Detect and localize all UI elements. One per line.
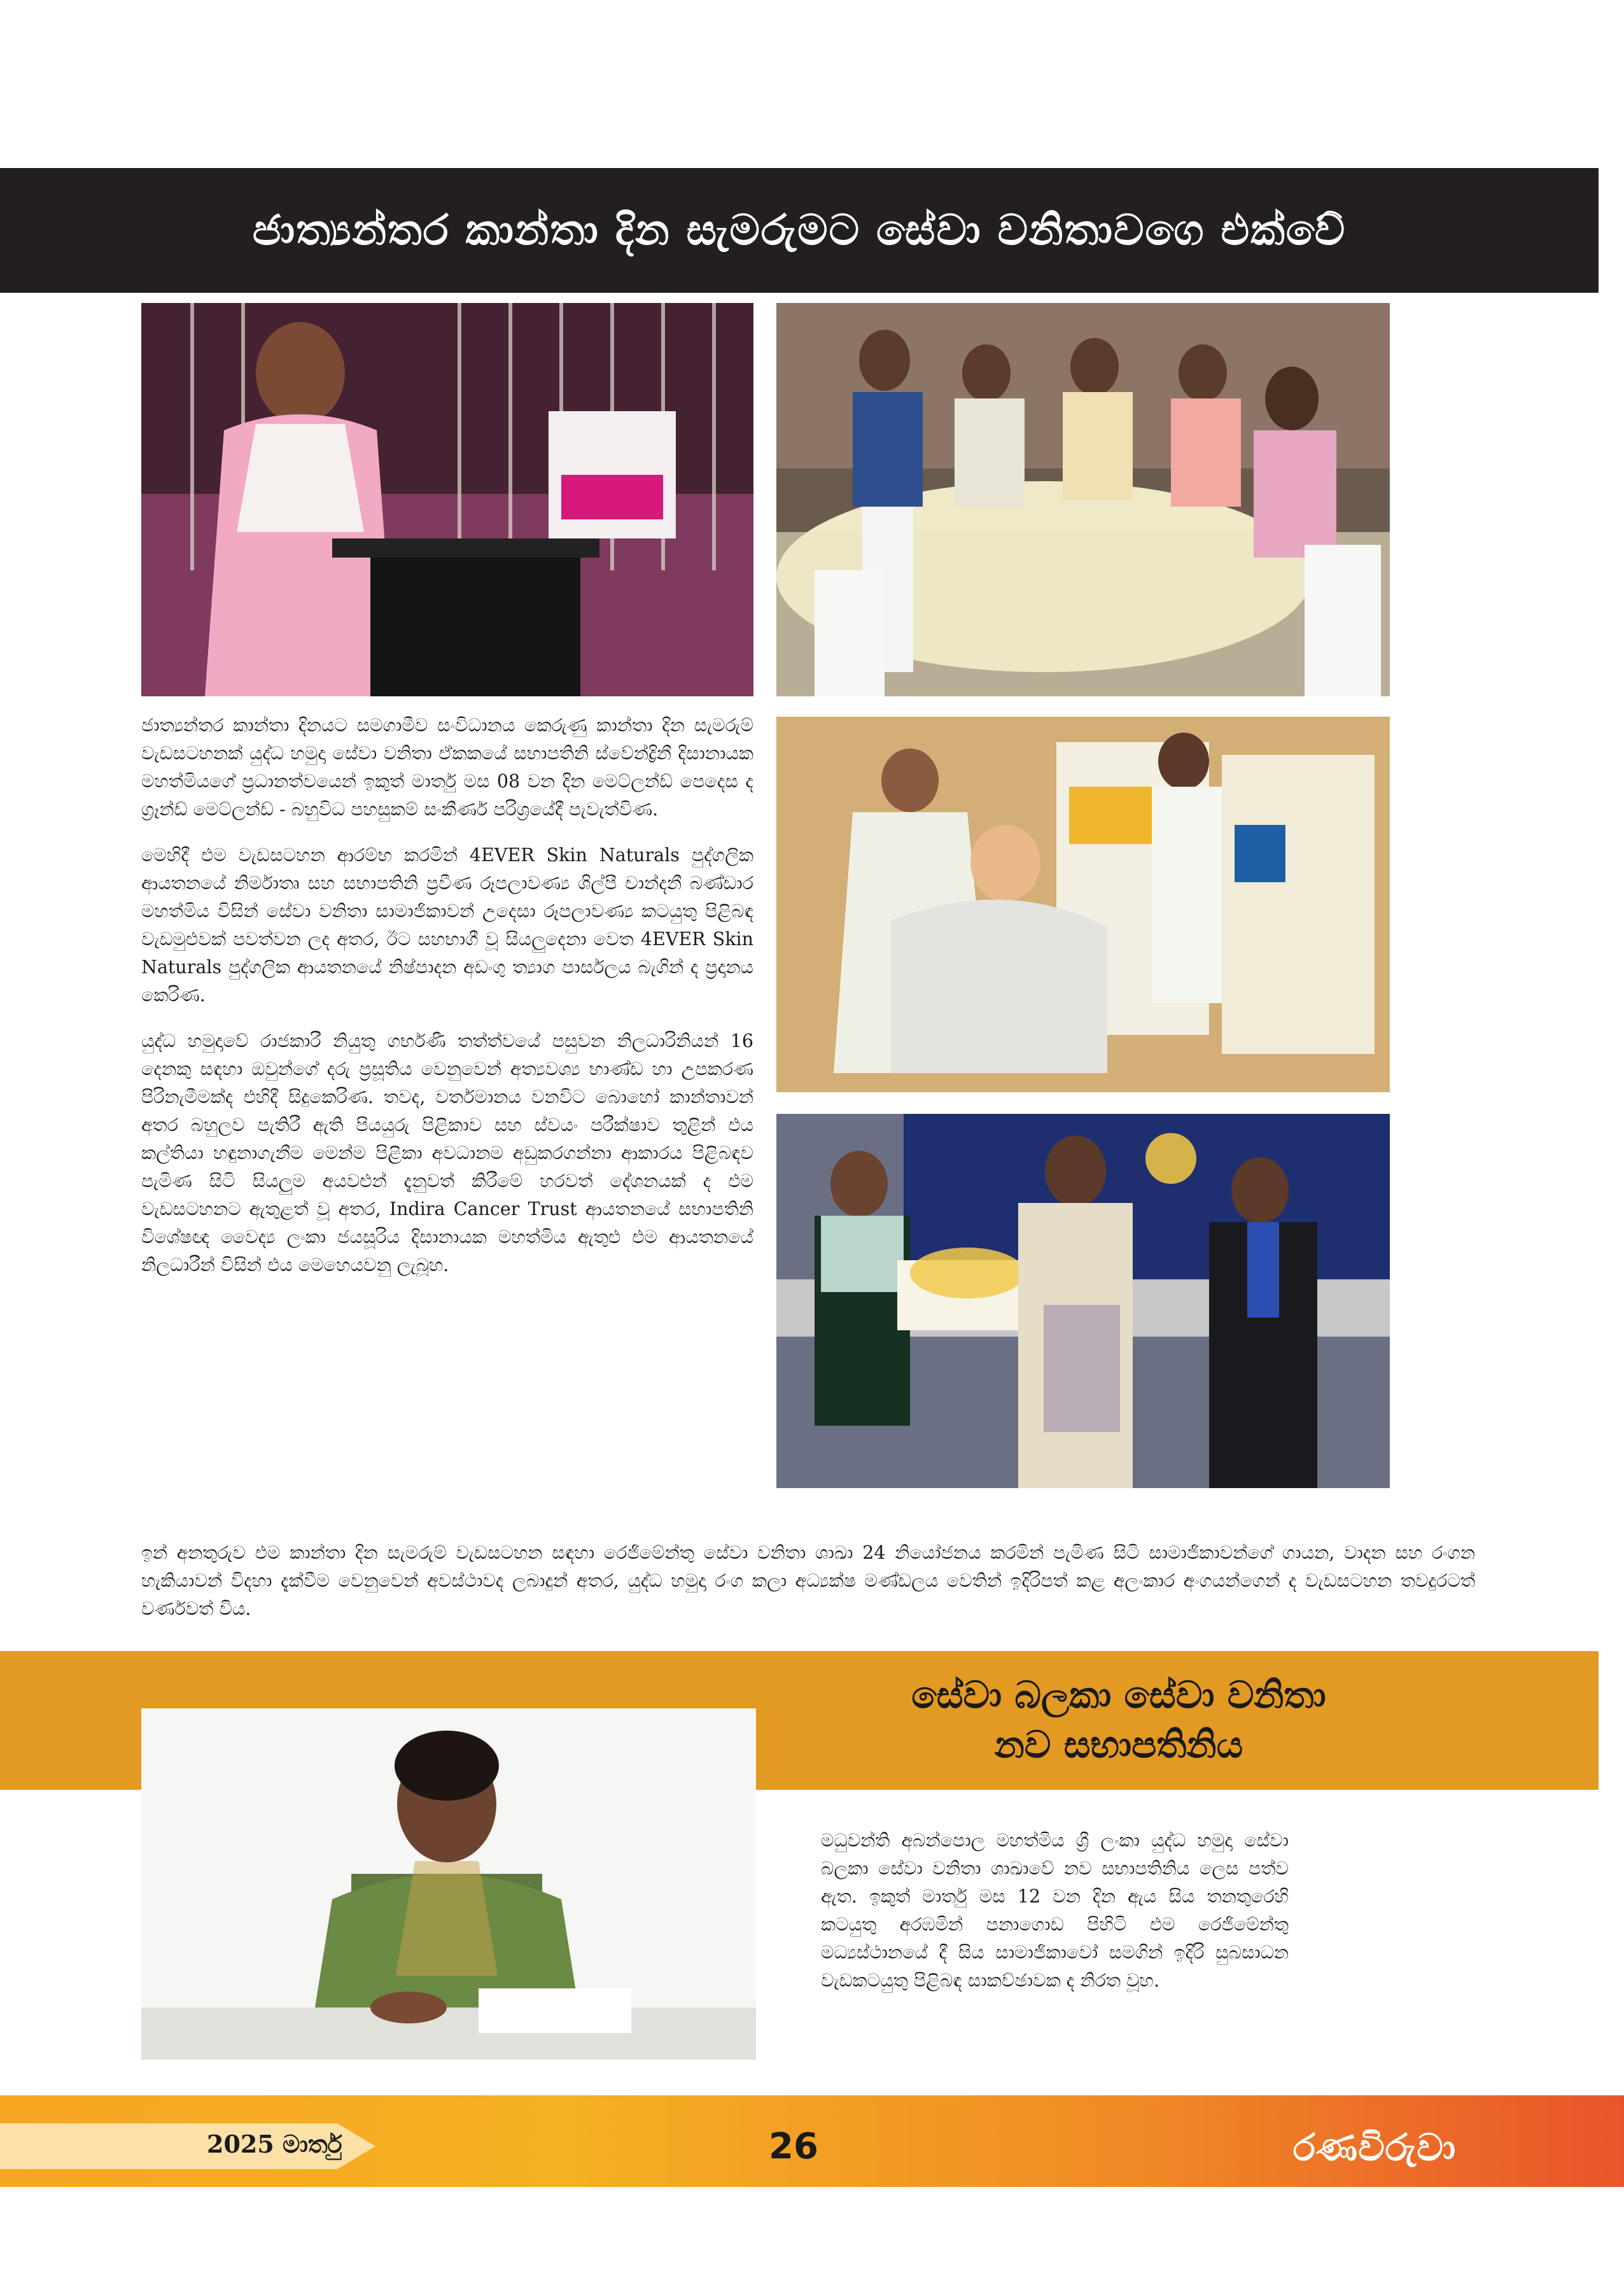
article-paragraph-1: ජාත්‍යන්තර කාන්තා දිනයට සමගාමීව සංවිධානය කෙරුණු කාන්තා දින සැමරුම් වැඩසටහනක් යුද්ධ හමුදා සේවා වනිතා ඒකකයේ සභාපතිනි ස්වේන්ද්‍රිනී දිසානායක මහත්මියගේ ප්‍රධානත්වයෙන් ඉකුත් මාර්තු මස 08 වන දින මෙට්ලන්ඩ් පෙදෙස ද ග්‍රෑන්ඩ් මෙට්ලන්ඩ් - බහුවිධ පහසුකම් සංකීර්ණ පරිශ්‍රයේදී පැවැත්විණ. [141,715,753,820]
article-closing [141,1539,1475,1623]
article-paragraph-2: මෙහිදී එම වැඩසටහන ආරම්භ කරමින් 4EVER Skin Naturals පුද්ගලික ආයතනයේ නිර්මාතෘ සහ සභාපතිනි ප්‍රවීණ රූපලාවණ්‍ය ශිල්පී චාන්දනී බණ්ඩාර මහත්මිය විසින් සේවා වනිතා සාමාජිකාවන් උදෙසා රූපලාවණ්‍ය කටයුතු පිළිබඳ වැඩමුළුවක් පවත්වන ලද අතර, ඊට සහභාගී වූ සියලුදෙනා වෙත 4EVER Skin Naturals පුද්ගලික ආයතනයේ නිෂ්පාදන අඩංගු ත්‍යාග පාර්සලය බැගින් ද ප්‍රදානය කෙරිණ. [141,845,753,1006]
section-title-line-2: නව සභාපතිනිය [994,1723,1243,1766]
magazine-logo: රණවිරුවා [1292,2126,1457,2169]
issue-date: 2025 මාර්තු [207,2130,342,2158]
article-body [141,712,753,1297]
photo-chairperson-portrait [141,1708,756,2060]
section-body [821,1827,1289,1995]
section-banner-notch [801,1790,1599,1815]
article-closing-paragraph: ඉන් අනතුරුව එම කාන්තා දින සැමරුම් වැඩසටහන සඳහා රෙජිමේන්තු සේවා වනිතා ශාඛා 24 නියෝජනය කරමින් පැමිණ සිටි සාමාජිකාවන්ගේ ගායන, වාදන සහ රංගන හැකියාවන් විදහා දැක්වීම වෙනුවෙන් අවස්ථාවද ලබාදුන් අතර, යුද්ධ හමුදා රංග කලා අධ්‍යක්ෂ මණ්ඩලය වෙතින් ඉදිරිපත් කළ අලංකාර අංගයන්ගෙන් ද වැඩසටහන තවදුරටත් වර්ණවත් විය. [141,1542,1475,1619]
article-paragraph-3: යුද්ධ හමුදාවේ රාජකාරී නියුතු ගර්භණී තත්ත්වයේ පසුවන නිලධාරිනියන් 16 දෙනකු සඳහා ඔවුන්ගේ දරු ප්‍රසූතිය වෙනුවෙන් අත්‍යවශ්‍ය භාණ්ඩ හා උපකරණ පිරිනැමීමක්ද එහිදී සිදුකෙරිණ. තවද, වර්තමානය වනවිට බොහෝ කාන්තාවන් අතර බහුලව පැතිරී ඇති පියයුරු පිළිකාව සහ ස්වයං පරීක්ෂාව තුළින් එය කල්තියා හඳුනාගැනීම මෙන්ම පිළිකා අවධානම අඩුකරගන්නා ආකාරය පිළිබඳව පැමිණ සිටි සියලුම අයවළුන් දැනුවත් කිරීමේ හරවත් දේශනයක් ද එම වැඩසටහනට ඇතුළත් වූ අතර, Indira Cancer Trust ආයතනයේ සභාපතිනි විශේෂඥ වෛද්‍ය ලංකා ජයසූරිය දිසානායක මහත්මිය ඇතුළු එම ආයතනයේ නිලධාරීන් විසින් එය මෙහෙයවනු ලැබූහ. [141,1030,753,1276]
section-paragraph: මධුවන්ති අබන්පොල මහත්මිය ශ්‍රී ලංකා යුද්ධ හමුදා සේවා බලකා සේවා වනිතා ශාඛාවේ නව සභාපතිනිය ලෙස පත්ව ඇත. ඉකුත් මාර්තු මස 12 වන දින ඇය සිය තනතුරෙහි කටයුතු අරඹමින් පනාගොඩ පිහිටි එම රෙජිමේන්තු මධ්‍යස්ථානයේ දී සිය සාමාජිකාවෝ සමගින් ඉදිරි සුබසාධන වැඩකටයුතු පිළිබඳ සාකච්ඡාවක ද නිරත වූහ. [821,1830,1289,1991]
page-title: ජාත්‍යන්තර කාන්තා දින සැමරුමට සේවා වනිතාවගෙ එක්වේ [252,205,1347,255]
page-number: 26 [769,2126,818,2167]
photo-speaker-podium [141,303,753,696]
header-banner [0,168,1599,293]
photo-banquet-attendees [776,303,1390,696]
section-title-line-1: සේවා බලකා සේවා වනිතා [911,1673,1326,1717]
photo-beauty-workshop [776,717,1390,1092]
section-title [801,1670,1437,1769]
photo-donation-handover [776,1114,1390,1488]
